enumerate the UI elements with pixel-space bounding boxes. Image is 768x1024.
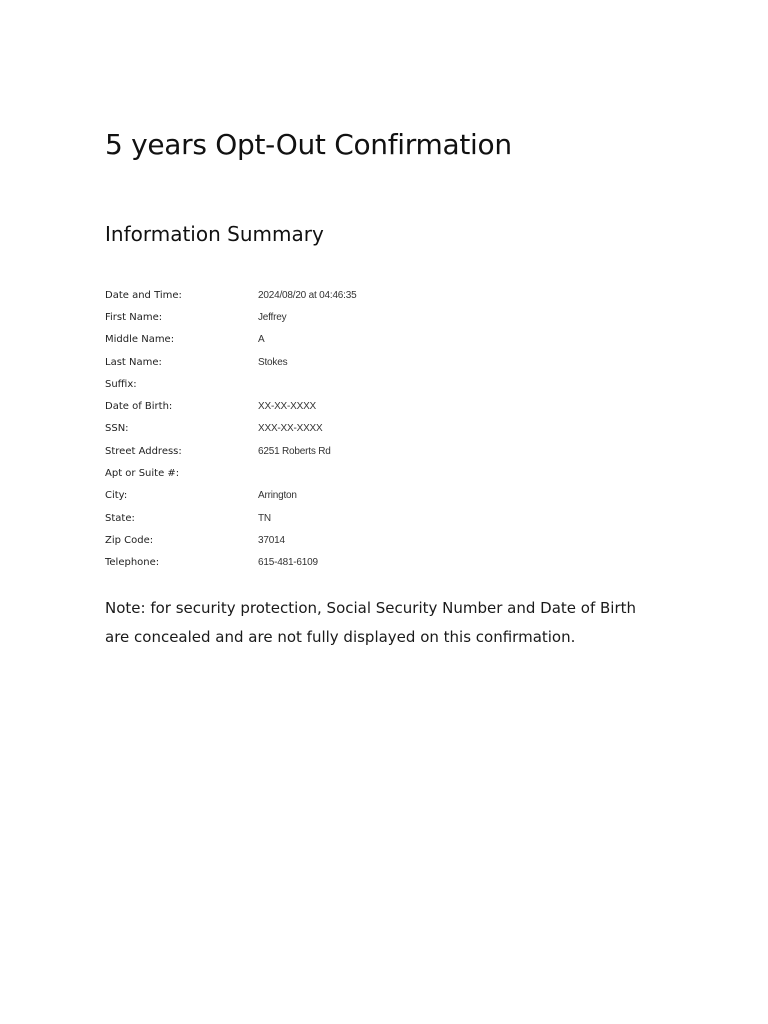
field-label: Apt or Suite #: <box>105 468 180 480</box>
section-title: Information Summary <box>105 222 324 246</box>
summary-row-street-address <box>105 440 565 462</box>
field-label: Telephone: <box>105 557 160 569</box>
field-value: A <box>258 334 265 346</box>
field-label: SSN: <box>105 423 129 435</box>
field-value: XXX-XX-XXXX <box>258 423 323 435</box>
field-label: State: <box>105 512 135 524</box>
summary-row-telephone <box>105 552 565 574</box>
summary-row-city <box>105 485 565 507</box>
summary-row-last-name <box>105 351 565 373</box>
summary-row-apt-suite <box>105 462 565 484</box>
field-label: Date and Time: <box>105 289 182 301</box>
summary-row-date-of-birth <box>105 395 565 417</box>
field-value: 37014 <box>258 534 285 546</box>
summary-row-ssn <box>105 418 565 440</box>
field-label: City: <box>105 490 128 502</box>
field-label: Last Name: <box>105 356 162 368</box>
field-label: Middle Name: <box>105 334 175 346</box>
field-value: XX-XX-XXXX <box>258 401 317 413</box>
field-value: 6251 Roberts Rd <box>258 445 331 457</box>
field-value: TN <box>258 512 271 524</box>
field-value: 2024/08/20 at 04:46:35 <box>258 289 357 301</box>
field-label: Street Address: <box>105 445 182 457</box>
field-value: Arrington <box>258 490 297 502</box>
field-value: 615-481-6109 <box>258 557 318 569</box>
field-label: First Name: <box>105 311 163 323</box>
summary-row-zip-code <box>105 529 565 551</box>
summary-row-first-name <box>105 306 565 328</box>
summary-row-state <box>105 507 565 529</box>
summary-row-suffix <box>105 373 565 395</box>
field-label: Zip Code: <box>105 534 154 546</box>
summary-row-date-time <box>105 284 565 306</box>
field-label: Suffix: <box>105 378 137 390</box>
security-note: Note: for security protection, Social Security Number and Date of Birth are concealed and are not fully displayed on this confirmation. <box>105 599 637 646</box>
information-summary <box>105 284 565 574</box>
field-label: Date of Birth: <box>105 401 173 413</box>
summary-row-middle-name <box>105 329 565 351</box>
field-value: Stokes <box>258 356 288 368</box>
page-title: 5 years Opt-Out Confirmation <box>105 128 512 161</box>
field-value: Jeffrey <box>258 311 287 323</box>
